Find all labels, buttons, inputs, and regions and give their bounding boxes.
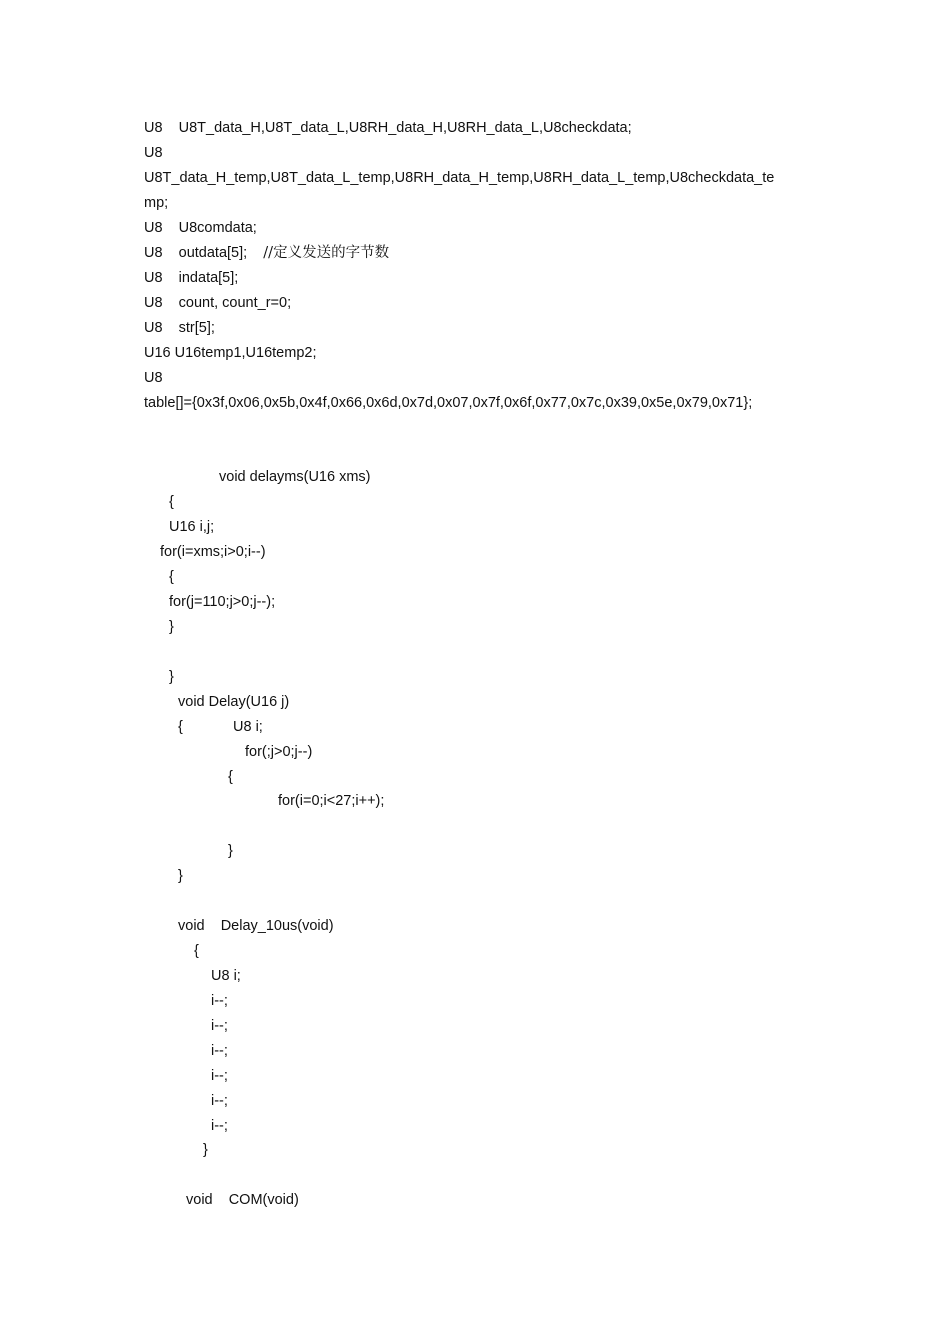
code-line: for(j=110;j>0;j--); — [169, 594, 276, 610]
code-line: i--; — [211, 1043, 228, 1059]
code-line: { — [169, 494, 174, 510]
code-line: i--; — [211, 1093, 228, 1109]
code-line: U16 U16temp1,U16temp2; — [144, 345, 317, 361]
code-line: for(;j>0;j--) — [245, 744, 313, 760]
code-line: i--; — [211, 1068, 228, 1084]
code-line: for(i=xms;i>0;i--) — [160, 544, 266, 560]
code-line: U8 U8comdata; — [144, 220, 257, 236]
code-line: i--; — [211, 993, 228, 1009]
function-signature: void delayms(U16 xms) — [219, 469, 371, 485]
code-line: { — [169, 569, 174, 585]
code-line: { — [228, 769, 233, 785]
function-signature: void Delay_10us(void) — [178, 918, 334, 934]
code-line: } — [228, 843, 233, 859]
code-text: U8 outdata[5]; — [144, 245, 264, 261]
code-comment: //定义发送的字节数 — [263, 245, 390, 261]
code-line: U8 — [144, 145, 163, 161]
code-line: U8 — [144, 370, 163, 386]
code-line: U8 U8T_data_H,U8T_data_L,U8RH_data_H,U8RH_data_L,U8checkdata; — [144, 120, 632, 136]
function-signature: void Delay(U16 j) — [178, 694, 290, 710]
code-line: U8 str[5]; — [144, 320, 215, 336]
code-line: U16 i,j; — [169, 519, 215, 535]
code-line: U8T_data_H_temp,U8T_data_L_temp,U8RH_data_H_temp,U8RH_data_L_temp,U8checkdata_te — [144, 170, 775, 186]
function-signature: void COM(void) — [186, 1192, 299, 1208]
code-line: { — [194, 943, 199, 959]
code-line: for(i=0;i<27;i++); — [278, 793, 385, 809]
code-line: mp; — [144, 195, 169, 211]
code-line: } — [169, 619, 174, 635]
code-line: i--; — [211, 1118, 228, 1134]
code-line: } — [203, 1142, 208, 1158]
code-line: U8 indata[5]; — [144, 270, 239, 286]
code-line: } — [169, 669, 174, 685]
code-line: i--; — [211, 1018, 228, 1034]
code-line: U8 i; — [211, 968, 241, 984]
code-line: U8 i; — [233, 719, 263, 735]
code-line: { — [178, 719, 183, 735]
code-line: U8 count, count_r=0; — [144, 295, 292, 311]
code-line — [144, 244, 389, 262]
code-line: table[]={0x3f,0x06,0x5b,0x4f,0x66,0x6d,0x7d,0x07,0x7f,0x6f,0x77,0x7c,0x39,0x5e,0x79,0x71}; — [144, 395, 753, 411]
code-line: } — [178, 868, 183, 884]
